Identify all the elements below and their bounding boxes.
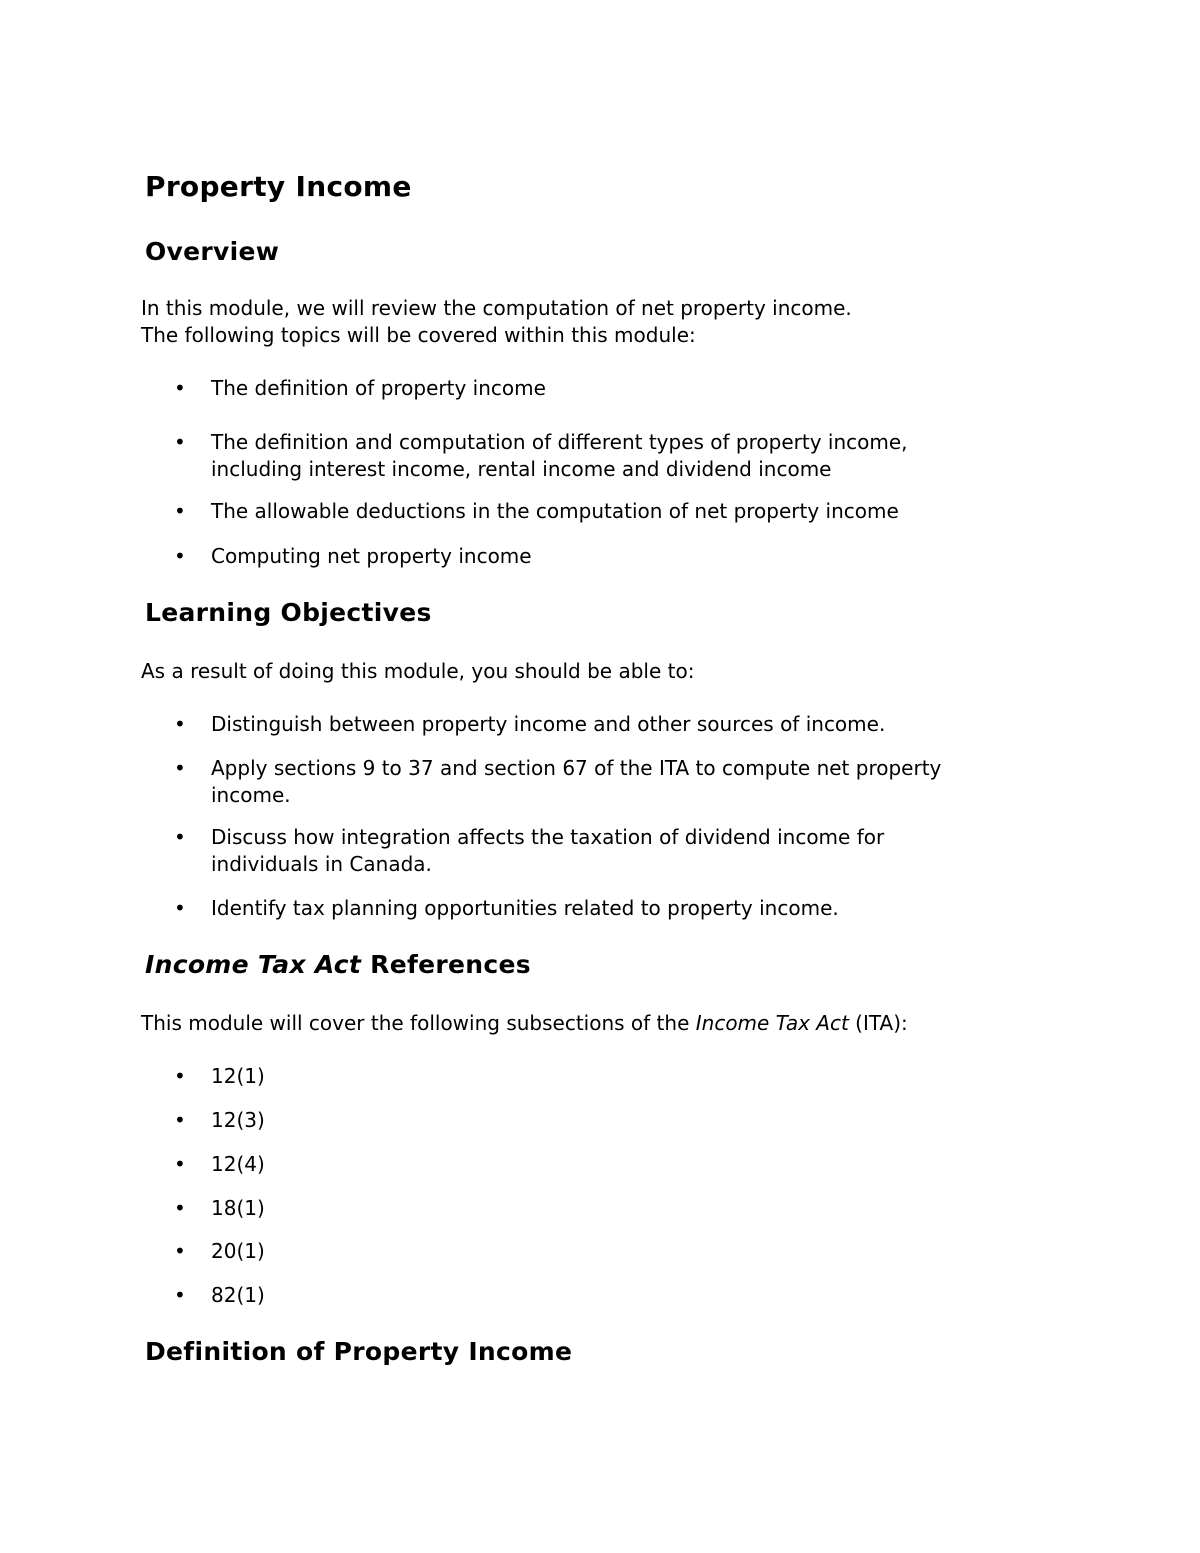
bullet-icon: • <box>174 1196 186 1220</box>
objective-text: Apply sections 9 to 37 and section 67 of the ITA to compute net property income. <box>211 756 942 807</box>
overview-intro-line2: The following topics will be covered within this module: <box>141 323 696 347</box>
bullet-icon: • <box>174 896 186 920</box>
topic-text: The allowable deductions in the computation of net property income <box>211 499 899 523</box>
reference-text: 12(1) <box>211 1064 265 1088</box>
bullet-icon: • <box>174 756 186 780</box>
bullet-icon: • <box>174 1108 186 1132</box>
objective-text: Distinguish between property income and other sources of income. <box>211 712 886 736</box>
reference-text: 82(1) <box>211 1283 265 1307</box>
reference-text: 12(3) <box>211 1108 265 1132</box>
topic-text: The definition of property income <box>211 376 546 400</box>
bullet-icon: • <box>174 825 186 849</box>
page-title: Property Income <box>145 170 412 203</box>
learning-objectives-heading: Learning Objectives <box>145 598 432 627</box>
reference-text: 18(1) <box>211 1196 265 1220</box>
ita-heading-rest: References <box>361 950 531 979</box>
objectives-intro: As a result of doing this module, you should be able to: <box>141 659 695 683</box>
ita-references-heading <box>145 950 531 979</box>
references-intro-after: (ITA): <box>848 1011 908 1035</box>
bullet-icon: • <box>174 712 186 736</box>
references-intro-italic: Income Tax Act <box>695 1011 849 1035</box>
bullet-icon: • <box>174 544 186 568</box>
objective-text: Identify tax planning opportunities related to property income. <box>211 896 839 920</box>
bullet-icon: • <box>174 1152 186 1176</box>
definition-heading: Definition of Property Income <box>145 1337 573 1366</box>
bullet-icon: • <box>174 376 186 400</box>
objective-text: Discuss how integration affects the taxation of dividend income for individuals in Canada. <box>211 825 885 876</box>
references-intro-text: This module will cover the following subsections of the <box>141 1011 696 1035</box>
overview-heading: Overview <box>145 237 280 266</box>
bullet-icon: • <box>174 1283 186 1307</box>
bullet-icon: • <box>174 1239 186 1263</box>
reference-text: 12(4) <box>211 1152 265 1176</box>
ita-heading-italic: Income Tax Act <box>145 950 362 979</box>
references-intro <box>141 1010 908 1037</box>
topic-text: Computing net property income <box>211 544 532 568</box>
bullet-icon: • <box>174 1064 186 1088</box>
reference-text: 20(1) <box>211 1239 265 1263</box>
overview-intro-line1: In this module, we will review the computation of net property income. <box>141 296 852 320</box>
bullet-icon: • <box>174 499 186 523</box>
bullet-icon: • <box>174 430 186 454</box>
topic-text: The definition and computation of different types of property income, including interest income, rental income and dividend income <box>211 430 908 481</box>
